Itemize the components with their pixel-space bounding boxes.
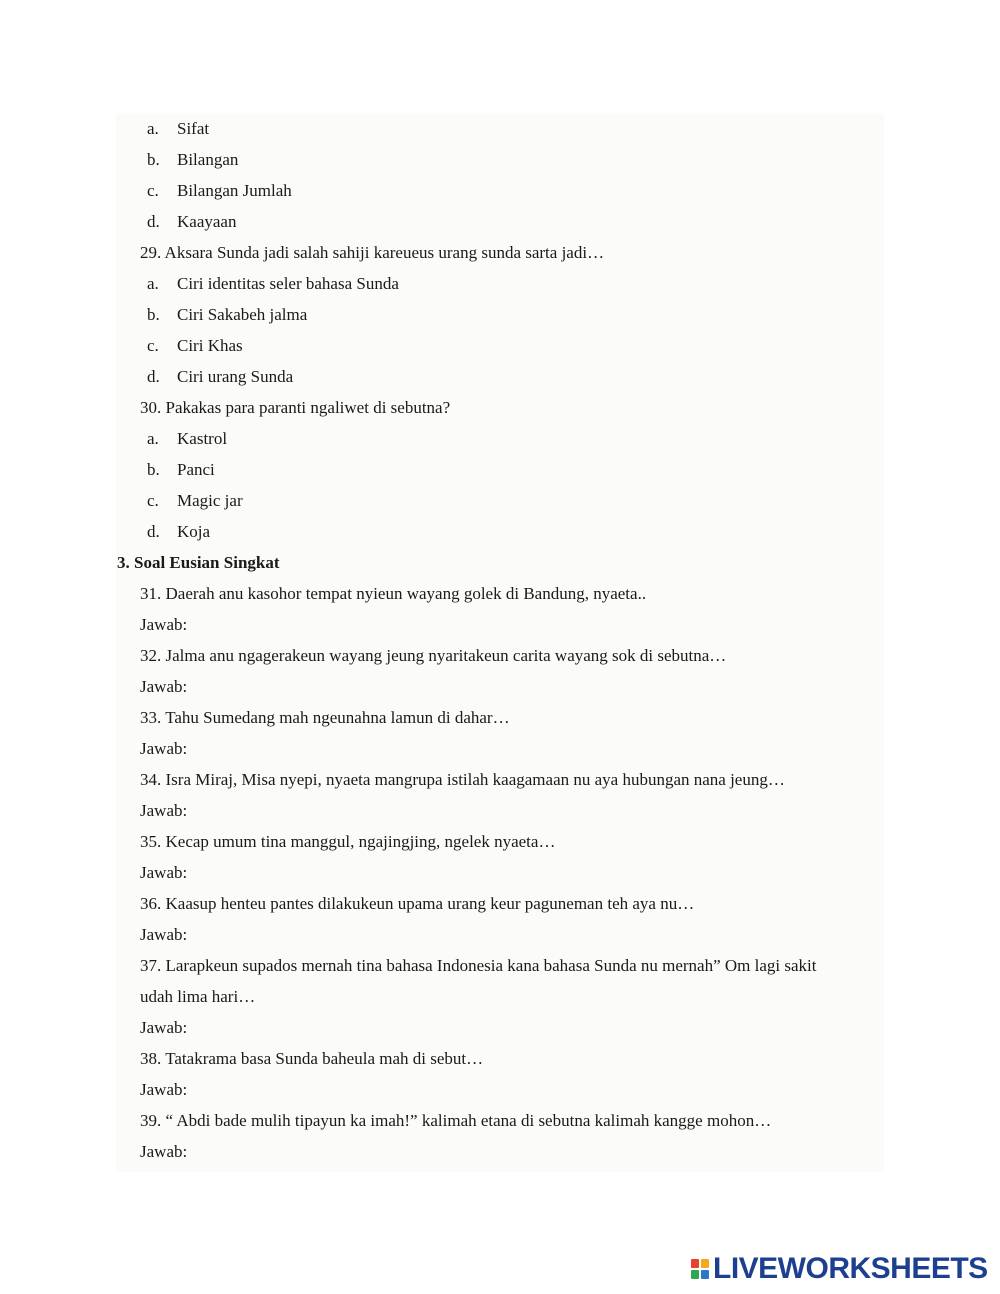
logo-text: LIVEWORKSHEETS <box>713 1252 988 1285</box>
question-37: 37. Larapkeun supados mernah tina bahasa Indonesia kana bahasa Sunda nu mernah” Om lagi sakit <box>140 956 817 975</box>
question-32: 32. Jalma anu ngagerakeun wayang jeung nyaritakeun carita wayang sok di sebutna… <box>140 646 727 665</box>
answer-label: Jawab: <box>140 1018 188 1037</box>
answer-label: Jawab: <box>140 739 188 758</box>
option-letter: d. <box>147 212 160 231</box>
logo-block <box>691 1259 699 1268</box>
question-30: 30. Pakakas para paranti ngaliwet di sebutna? <box>140 398 451 417</box>
question-34: 34. Isra Miraj, Misa nyepi, nyaeta mangrupa istilah kaagamaan nu aya hubungan nana jeung… <box>140 770 785 789</box>
answer-label: Jawab: <box>140 677 188 696</box>
option-text: Ciri Sakabeh jalma <box>177 305 308 324</box>
answer-label: Jawab: <box>140 615 188 634</box>
section-title: 3. Soal Eusian Singkat <box>117 553 280 572</box>
option-text: Kaayaan <box>177 212 237 231</box>
logo-block <box>691 1270 699 1279</box>
option-text: Koja <box>177 522 211 541</box>
answer-label: Jawab: <box>140 863 188 882</box>
option-text: Magic jar <box>177 491 243 510</box>
question-29: 29. Aksara Sunda jadi salah sahiji kareueus urang sunda sarta jadi… <box>140 243 605 262</box>
question-35: 35. Kecap umum tina manggul, ngajingjing, ngelek nyaeta… <box>140 832 556 851</box>
option-text: Bilangan <box>177 150 239 169</box>
answer-label: Jawab: <box>140 1080 188 1099</box>
option-letter: b. <box>147 305 160 324</box>
liveworksheets-logo <box>691 1254 988 1284</box>
option-letter: c. <box>147 491 159 510</box>
question-39: 39. “ Abdi bade mulih tipayun ka imah!” kalimah etana di sebutna kalimah kangge mohon… <box>140 1111 772 1130</box>
option-letter: b. <box>147 460 160 479</box>
answer-label: Jawab: <box>140 1142 188 1161</box>
option-letter: a. <box>147 119 159 138</box>
option-text: Bilangan Jumlah <box>177 181 292 200</box>
option-text: Sifat <box>177 119 210 138</box>
option-text: Ciri Khas <box>177 336 243 355</box>
option-letter: c. <box>147 336 159 355</box>
logo-blocks-icon <box>691 1259 709 1279</box>
question-31: 31. Daerah anu kasohor tempat nyieun wayang golek di Bandung, nyaeta.. <box>140 584 647 603</box>
option-letter: c. <box>147 181 159 200</box>
question-37-continued: udah lima hari… <box>140 987 256 1006</box>
answer-label: Jawab: <box>140 925 188 944</box>
option-letter: d. <box>147 367 160 386</box>
option-text: Ciri urang Sunda <box>177 367 294 386</box>
option-letter: b. <box>147 150 160 169</box>
answer-label: Jawab: <box>140 801 188 820</box>
option-letter: a. <box>147 429 159 448</box>
option-text: Ciri identitas seler bahasa Sunda <box>177 274 399 293</box>
logo-block <box>701 1270 709 1279</box>
question-33: 33. Tahu Sumedang mah ngeunahna lamun di dahar… <box>140 708 510 727</box>
option-text: Kastrol <box>177 429 228 448</box>
question-38: 38. Tatakrama basa Sunda baheula mah di sebut… <box>140 1049 484 1068</box>
option-letter: a. <box>147 274 159 293</box>
logo-block <box>701 1259 709 1268</box>
option-text: Panci <box>177 460 215 479</box>
question-36: 36. Kaasup henteu pantes dilakukeun upama urang keur paguneman teh aya nu… <box>140 894 695 913</box>
option-letter: d. <box>147 522 160 541</box>
